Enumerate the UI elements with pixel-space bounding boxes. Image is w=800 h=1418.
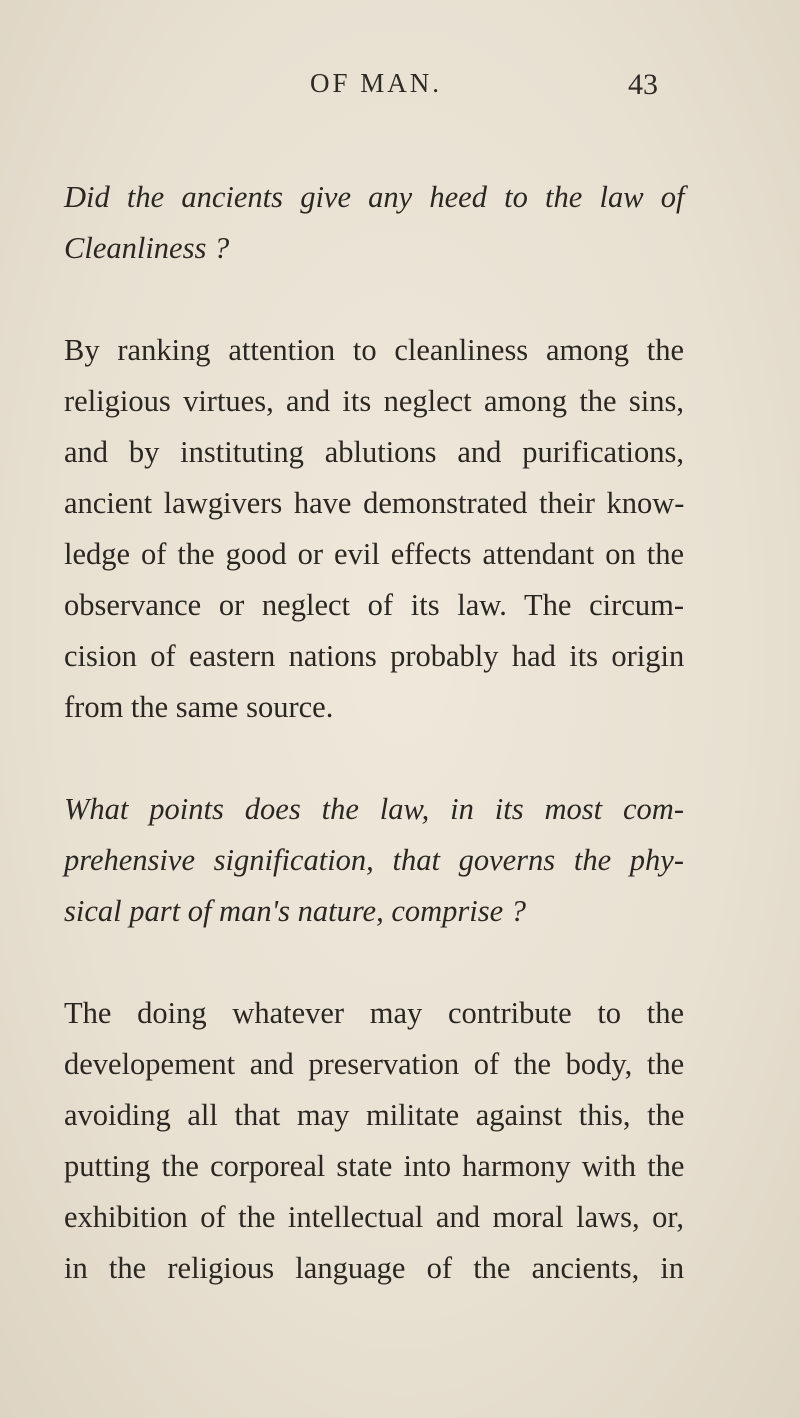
text-line: By ranking attention to cleanliness among the bbox=[64, 333, 685, 367]
text-line: Did the ancients give any heed to the law of bbox=[64, 180, 685, 214]
text-line: What points does the law, in its most com- bbox=[64, 792, 684, 826]
text-line: sical part of man's nature, comprise ? bbox=[64, 894, 527, 928]
text-line: ledge of the good or evil effects attendant on the bbox=[64, 537, 684, 571]
text-line: from the same source. bbox=[64, 690, 334, 724]
question-2 bbox=[64, 784, 684, 937]
text-line: religious virtues, and its neglect among the sins, bbox=[64, 384, 685, 418]
text-line: and by instituting ablutions and purifications, bbox=[64, 435, 685, 469]
answer-2 bbox=[64, 988, 684, 1294]
text-line: in the religious language of the ancients, in bbox=[64, 1251, 685, 1285]
page-number: 43 bbox=[628, 68, 658, 101]
text-line: putting the corporeal state into harmony with the bbox=[64, 1149, 685, 1183]
running-head bbox=[0, 62, 800, 102]
answer-1 bbox=[64, 325, 684, 733]
body-text bbox=[64, 172, 684, 1294]
running-title: OF MAN. bbox=[310, 68, 443, 98]
text-line: exhibition of the intellectual and moral laws, or, bbox=[64, 1200, 684, 1234]
text-line: cision of eastern nations probably had its origin bbox=[64, 639, 685, 673]
text-line: avoiding all that may militate against this, the bbox=[64, 1098, 685, 1132]
question-1 bbox=[64, 172, 684, 274]
text-line: Cleanliness ? bbox=[64, 231, 230, 265]
text-line: The doing whatever may contribute to the bbox=[64, 996, 684, 1030]
text-line: observance or neglect of its law. The circum- bbox=[64, 588, 684, 622]
text-line: prehensive signification, that governs the phy- bbox=[64, 843, 684, 877]
text-line: ancient lawgivers have demonstrated their know- bbox=[64, 486, 685, 520]
text-line: developement and preservation of the body, the bbox=[64, 1047, 685, 1081]
